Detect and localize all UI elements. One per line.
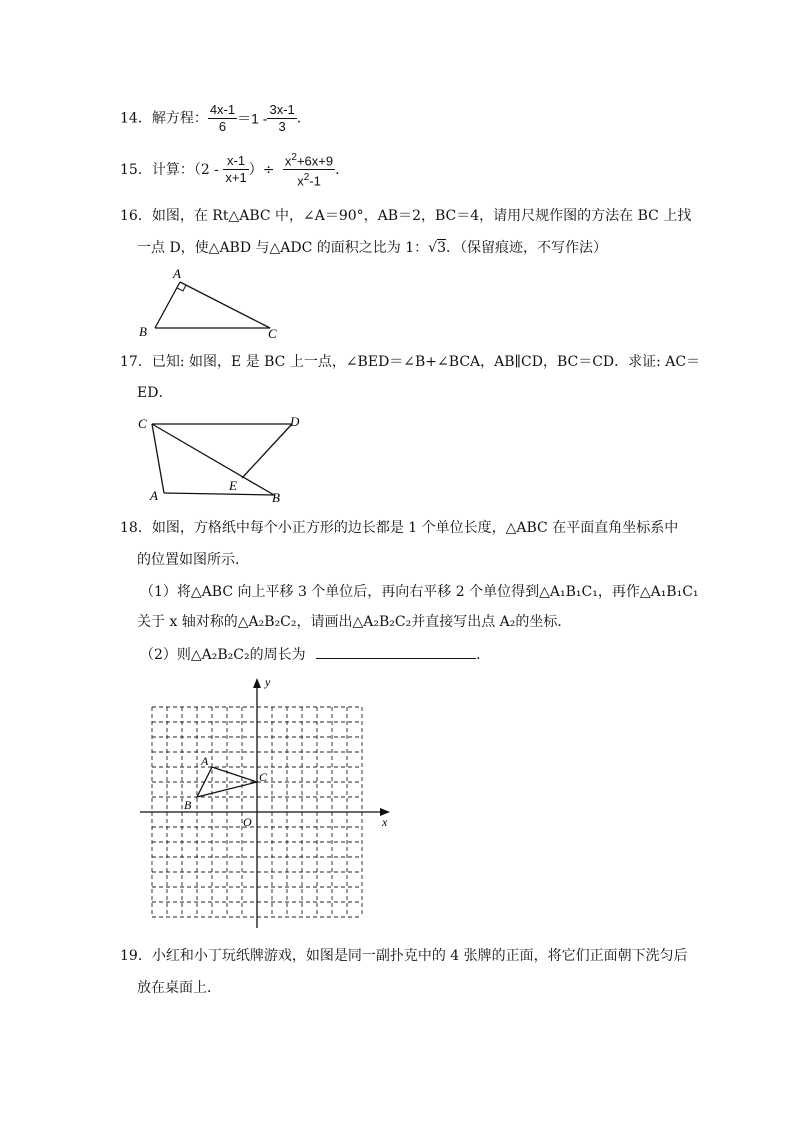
- q14-number: 14．: [120, 110, 152, 127]
- question-18-line-1: 18．如图，方格纸中每个小正方形的边长都是 1 个单位长度，△ABC 在平面直角坐标系中: [120, 520, 679, 536]
- q14-lhs-fraction: $\frac{4x-1}{6}$: [209, 102, 236, 134]
- label-d: D: [290, 414, 300, 429]
- sqrt-symbol: √: [428, 240, 438, 256]
- label-c: C: [138, 416, 147, 431]
- label-a: A: [201, 754, 209, 768]
- question-18-line-4: 关于 x 轴对称的△A₂B₂C₂，请画出△A₂B₂C₂并直接写出点 A₂的坐标．: [137, 614, 572, 630]
- segment-ca: [152, 424, 164, 493]
- question-19-line-2: 放在桌面上．: [137, 980, 221, 996]
- question-19-line-1: 19．小红和小丁玩纸牌游戏，如图是同一副扑克中的 4 张牌的正面，将它们正面朝下洗匀后: [120, 948, 688, 964]
- label-b: B: [184, 798, 192, 812]
- q14-label: 解方程：: [151, 110, 208, 127]
- question-18-line-2: 的位置如图所示．: [137, 552, 249, 568]
- segment-cb: [152, 424, 274, 495]
- question-16-line-2: 一点 D，使△ABD 与△ADC 的面积之比为 1：√3．（保留痕迹，不写作法）: [137, 240, 607, 256]
- q17-figure: [132, 410, 312, 506]
- label-y: y: [265, 675, 271, 689]
- label-e: E: [229, 478, 237, 493]
- question-17-line-1: 17．已知: 如图，E 是 BC 上一点，∠BED＝∠B+∠BCA，AB∥CD，BC＝CD．求证: AC＝: [120, 354, 701, 370]
- label-b: B: [272, 490, 280, 505]
- q18-coordinate-grid: [132, 672, 402, 934]
- label-c: C: [268, 326, 277, 341]
- label-a: A: [173, 266, 181, 281]
- q15-fraction-1: $\frac{x-1}{x+1}$: [225, 153, 247, 186]
- label-x: x: [382, 815, 388, 829]
- question-16-line-1: 16．如图，在 Rt△ABC 中，∠A＝90°，AB＝2，BC＝4，请用尺规作图的方法在 BC 上找: [120, 208, 692, 224]
- question-15: 15．计算：（2 - $\frac{x-1}{x+1}$ ）÷ $\frac{x^2+6x+9}{x^2-1}$ .: [120, 152, 340, 189]
- question-18-line-3: （1）将△ABC 向上平移 3 个单位后，再向右平移 2 个单位得到△A₁B₁C₁，再作△A₁B₁C₁: [140, 584, 699, 600]
- segment-ab: [164, 493, 274, 495]
- label-b: B: [139, 324, 147, 339]
- q15-number: 15．: [120, 161, 152, 178]
- q15-label: 计算：（2 -: [151, 161, 219, 178]
- q14-rhs-fraction: $\frac{3x-1}{3}$: [269, 102, 295, 134]
- answer-blank[interactable]: [316, 644, 476, 659]
- question-18-line-5: （2）则△A₂B₂C₂的周长为 ．: [140, 644, 490, 665]
- label-o: O: [243, 815, 252, 829]
- q14-eq-mid: ＝1 -: [237, 110, 268, 127]
- y-axis-arrow: [253, 678, 261, 688]
- q15-fraction-2: $\frac{x^2+6x+9}{x^2-1}$: [284, 152, 334, 189]
- segment-de: [242, 424, 292, 478]
- side-ab: [155, 282, 180, 328]
- label-c: C: [259, 770, 268, 784]
- question-17-line-2: ED．: [137, 385, 173, 401]
- question-14: 14．解方程： $\frac{4x-1}{6}$ ＝1 - $\frac{3x-1}{3}$ .: [120, 102, 302, 134]
- q16-triangle-figure: [130, 262, 290, 344]
- label-a: A: [150, 488, 158, 503]
- side-ac: [180, 282, 270, 328]
